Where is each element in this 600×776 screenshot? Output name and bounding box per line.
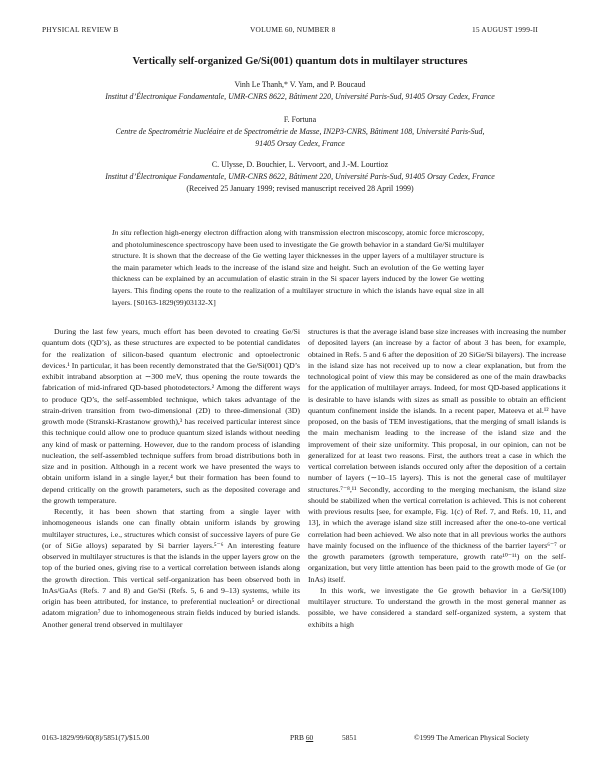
authors-group-2: F. Fortuna [283,115,317,124]
issue-date: 15 AUGUST 1999-II [472,25,539,34]
page-number: 5851 [342,733,357,742]
affiliation-2-line-1: Centre de Spectrométrie Nucléaire et de Spectrométrie de Masse, IN2P3-CNRS, Bâtiment 108, Université Paris-Sud, [115,127,485,136]
abstract [112,227,484,308]
body-paragraph: During the last few years, much effort has been devoted to creating Ge/Si quantum dots (QD’s), as these structures are expected to be potential candidates for the realization of silicon-based quantum electronic and optoelectronic devices.¹ In particular, it has been recently demonstrated that the Ge/Si(001) QD’s exhibit intraband absorption at ∼300 meV, thus opening the route towards the fabrication of mid-infrared QD-based photodetectors.² Among the different ways to produce QD’s, the self-assembled technique, which takes advantage of the strain-driven transition from two-dimensional (2D) to three-dimensional (3D) growth mode (Stranski-Krastanow growth),³ has received particular interest since this technique could allow one to produce quantum sized islands without needing any kind of mask or patterning. However, due to the random process of islanding nucleation, the self-assembled technique suffers from broad distributions both in size and in position. Although in a recent work we have presented the ways to obtain uniform island in a single layer,⁴ but their formation has been found to depend critically on the growth parameters, such as the deposited coverage and the growth temperature. [42,327,300,505]
authors-group-1: Vinh Le Thanh,* V. Yam, and P. Boucaud [234,80,366,89]
footer-code: 0163-1829/99/60(8)/5851(7)/$15.00 [42,733,150,742]
paper-title: Vertically self-organized Ge/Si(001) quantum dots in multilayer structures [132,56,468,67]
footer-journal [290,733,313,742]
journal-name: PHYSICAL REVIEW B [42,25,119,34]
footer-prb-volume: 60 [305,733,314,742]
affiliation-2-line-2: 91405 Orsay Cedex, France [255,139,345,148]
body-column-right [308,326,566,630]
body-paragraph: structures is that the average island base size increases with increasing the number of deposited layers (an increase by a factor of about 3 has been, for example, obtained in Refs. 5 and 6 after the deposition of 20 SiGe/Si bilayers). The increase in the island size has not received up to now a clear explanation, but from the technological point of view this may be considered as one of the main drawbacks for the application of multilayer arrays. Indeed, for most QD-based applications it is desirable to have islands with sizes as small as possible to obtain an efficient quantum confinement inside the islands. In a recent paper, Mateeva et al.¹² have proposed, on the basis of TEM investigations, that the merging of small islands is the main mechanism leading to the increase of the island size and the improvement of their size uniformity. This proposal, in our opinion, can not be generalized for at least two reasons. First, the authors treat a case in which the vertical correlation between islands occured only after the deposition of a certain number of layers (∼10–15 layers). This is not the general case of multilayer structures.⁷⁻⁸,¹¹ Secondly, according to the merging mechanism, the island size should be stabilized when the vertical correlation is achieved. This is not coherent with previous results [see, for example, Fig. 1(c) of Ref. 7, and Refs. 10, 11, and 13], in which the average island size still increased after the one-to-one vertical correlation had been achieved. We also note that in all previous works the authors have mainly focused on the influence of the thickness of the barrier layers⁶⁻⁷ or the growth parameters (growth temperature, growth rate¹⁰⁻¹¹) on the self-organization, but very little attention has been paid to the growth mode of Ge (or InAs) itself. [308,327,566,584]
abstract-lead: In situ [112,228,132,237]
volume-number: VOLUME 60, NUMBER 8 [250,25,336,34]
affiliation-1: Institut d’Électronique Fondamentale, UMR-CNRS 8622, Bâtiment 220, Université Paris-Sud, 91405 Orsay Cedex, France [105,92,495,101]
body-paragraph: Recently, it has been shown that starting from a single layer with inhomogeneous islands one can finally obtain uniform islands by growing multilayer structures, i.e., structures which consist of successive layers of pure Ge (or of SiGe alloys) separated by Si barrier layers.⁵⁻⁶ An interesting feature observed in multilayer structures is that the islands in the upper layers grow on the top of the buried ones, giving rise to a vertical correlation between islands along the growth direction. This vertical self-organization has been observed both in InAs/GaAs (Refs. 7 and 8) and Ge/Si (Refs. 5, 6 and 9–13) systems, while its origin has been attributed, for instance, to preferential nucleation⁵ or directional adatom migration⁷ due to inhomogeneous strain fields induced by buried islands. Another general trend observed in multilayer [42,507,300,629]
copyright: ©1999 The American Physical Society [414,733,530,742]
abstract-text: reflection high-energy electron diffraction along with transmission electron miscoscopy, atomic force microscopy, and photoluminescence spectroscopy have been used to investigate the Ge growth behavior in a standard Ge/Si multilayer structure. It is shown that the decrease of the Ge wetting layer thicknesses in the upper layers of a multilayer structure is the main parameter which leads to the increase of the island size and height. Such an evolution of the Ge wetting layer thickness can be explained by an accumulation of elastic strain in the Si spacer layers induced by the lower Ge wetting layers. This finding opens the route to the realization of a multilayer structure in which the islands have equal size in all layers. [S0163-1829(99)03132-X] [112,228,485,307]
body-column-left [42,326,300,630]
affiliation-3: Institut d’Électronique Fondamentale, UMR-CNRS 8622, Bâtiment 220, Université Paris-Sud, 91405 Orsay Cedex, France [105,172,495,181]
footer-prb-label: PRB [290,733,304,742]
received-dates: (Received 25 January 1999; revised manuscript received 28 April 1999) [186,184,414,193]
authors-group-3: C. Ulysse, D. Bouchier, L. Vervoort, and J.-M. Lourtioz [211,160,389,169]
body-paragraph: In this work, we investigate the Ge growth behavior in a Ge/Si(100) multilayer structure. To understand the growth in the most general manner as possible, we have considered a standard self-organized system, a system that exhibits a high [308,585,566,629]
